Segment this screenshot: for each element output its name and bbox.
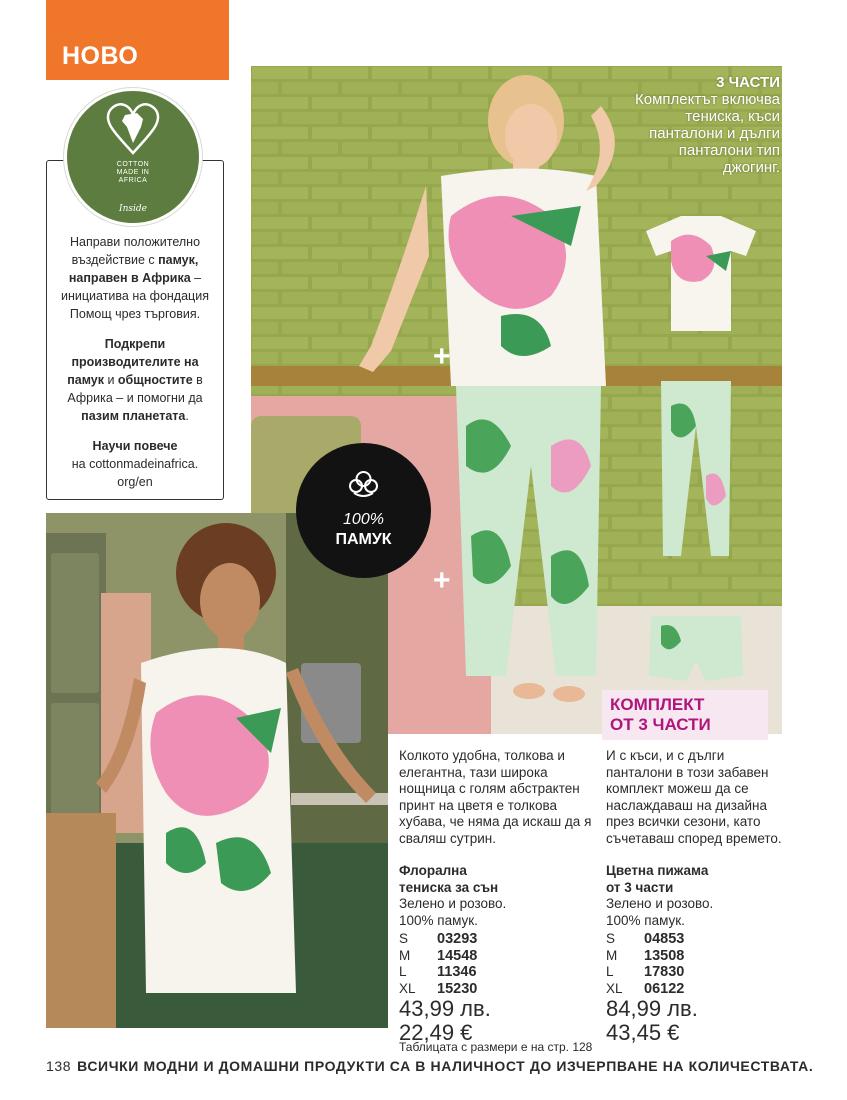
- pyjama-material: 100% памук.: [606, 912, 685, 928]
- three-piece-set-badge: КОМПЛЕКТ ОТ 3 ЧАСТИ: [602, 690, 768, 740]
- cotton-100-badge: [296, 443, 431, 578]
- size-row: XL 15230: [399, 980, 478, 997]
- page-number: 138: [46, 1058, 72, 1074]
- pyjama-price-eur: 43,45 €: [606, 1020, 680, 1045]
- size-row: M 13508: [606, 947, 685, 964]
- cotton-badge-label: ПАМУК: [335, 531, 392, 548]
- three-parts-text: Комплектът включва тениска, къси панталони и дълги панталони тип джогинг.: [635, 91, 780, 176]
- nightshirt-material: 100% памук.: [399, 912, 478, 928]
- cotton-badge-percent: 100%: [343, 511, 384, 528]
- pyjama-description: И с къси, и с дълги панталони в този забавен комплект можеш да се наслаждаваш на дизайна през всички сезони, като съчетаваш според времето.: [606, 748, 782, 846]
- pyjama-name: Цветна пижама от 3 части: [606, 863, 709, 895]
- cma-logo-inside: Inside: [119, 204, 147, 214]
- nightshirt-name: Флорална тениска за сън: [399, 863, 499, 895]
- learn-more-heading: Научи повече: [92, 439, 178, 453]
- plus-icon: +: [433, 340, 451, 373]
- pyjama-color: Зелено и розово.: [606, 896, 714, 911]
- size-row: XL 06122: [606, 980, 685, 997]
- pyjama-product-info: [606, 748, 784, 1045]
- plus-icon: +: [433, 564, 451, 597]
- nightshirt-price-eur: 22,49 €: [399, 1020, 473, 1045]
- new-badge: [46, 0, 229, 80]
- cma-logo-text: COTTON MADE IN AFRICA: [116, 161, 150, 184]
- availability-disclaimer: ВСИЧКИ МОДНИ И ДОМАШНИ ПРОДУКТИ СА В НАЛИЧНОСТ ДО ИЗЧЕРПВАНЕ НА КОЛИЧЕСТВАТА.: [77, 1058, 814, 1074]
- pyjama-size-list: [606, 931, 784, 997]
- size-row: L 17830: [606, 964, 685, 980]
- size-row: M 14548: [399, 947, 478, 964]
- nightshirt-product-info: [399, 748, 595, 1045]
- cotton-flower-icon: [348, 469, 379, 501]
- nightshirt-description: Колкото удобна, толкова и елегантна, тази широка нощница с голям абстрактен принт на цветя е толкова хубава, че няма да искаш да я сваляш сутрин.: [399, 748, 592, 846]
- page-footer: [46, 1058, 813, 1074]
- pyjama-price-bgn: 84,99 лв.: [606, 996, 698, 1021]
- cotton-made-in-africa-logo: [64, 88, 202, 226]
- three-parts-heading: 3 ЧАСТИ: [716, 74, 780, 91]
- nightshirt-price-bgn: 43,99 лв.: [399, 996, 491, 1021]
- nightshirt-model-photo: [46, 513, 388, 1028]
- info-paragraph-impact: Направи положително въздействие с памук, направен в Африка – инициатива на фондация Помощ чрез търговия.: [61, 235, 209, 321]
- nightshirt-size-list: [399, 931, 595, 997]
- size-row: L 11346: [399, 964, 477, 980]
- learn-more-link[interactable]: на cottonmadeinafrica. org/en: [71, 457, 199, 489]
- info-paragraph-support: Подкрепи производителите на памук и общностите в Африка – и помогни да пазим планетата.: [67, 337, 203, 423]
- size-row: S 04853: [606, 931, 685, 947]
- three-parts-caption: [630, 74, 780, 176]
- info-paragraph-learn-more: [53, 437, 217, 491]
- size-table-note: Таблицата с размери е на стр. 128: [399, 1040, 593, 1054]
- nightshirt-color: Зелено и розово.: [399, 896, 507, 911]
- new-badge-label: НОВО: [62, 42, 139, 70]
- nightshirt-photo-illustration: [46, 513, 388, 1028]
- size-row: S 03293: [399, 931, 478, 947]
